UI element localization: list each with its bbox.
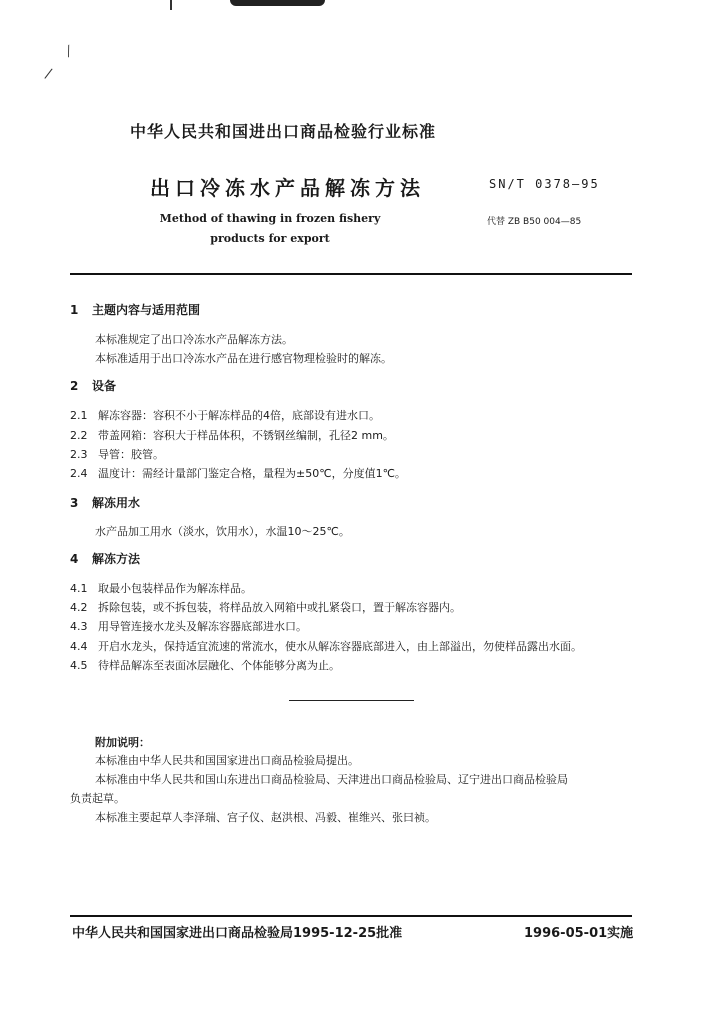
list-item bbox=[70, 580, 252, 596]
section-number: 3 bbox=[70, 496, 79, 510]
header-divider bbox=[70, 273, 632, 275]
item-number: 2.1 bbox=[70, 409, 88, 422]
item-number: 4.5 bbox=[70, 659, 88, 672]
item-text: 待样品解冻至表面冰层融化、个体能够分离为止。 bbox=[98, 659, 340, 672]
section-number: 1 bbox=[70, 303, 79, 317]
list-item bbox=[70, 638, 582, 654]
list-item bbox=[70, 657, 340, 673]
notes-heading: 附加说明： bbox=[95, 736, 150, 749]
item-text: 拆除包装，或不拆包装，将样品放入网箱中或扎紧袋口，置于解冻容器内。 bbox=[98, 601, 461, 614]
list-item bbox=[70, 599, 461, 615]
item-text: 带盖网箱：容积大于样品体积，不锈钢丝编制，孔径2 mm。 bbox=[98, 429, 394, 442]
notes-line: 本标准由中华人民共和国国家进出口商品检验局提出。 bbox=[95, 754, 359, 767]
item-text: 开启水龙头，保持适宜流速的常流水，使水从解冻容器底部进入，由上部溢出，勿使样品露出水面。 bbox=[98, 640, 582, 653]
list-item bbox=[70, 427, 394, 443]
item-text: 用导管连接水龙头及解冻容器底部进水口。 bbox=[98, 620, 307, 633]
item-number: 4.1 bbox=[70, 582, 88, 595]
section-title: 解冻方法 bbox=[92, 552, 141, 566]
section-title: 设备 bbox=[92, 379, 117, 393]
section-number: 4 bbox=[70, 552, 79, 566]
item-number: 2.3 bbox=[70, 448, 88, 461]
item-number: 4.2 bbox=[70, 601, 88, 614]
implementation-date: 1996-05-01实施 bbox=[524, 926, 634, 941]
footer-divider bbox=[70, 915, 632, 917]
section-number: 2 bbox=[70, 379, 79, 393]
section-title: 主题内容与适用范围 bbox=[92, 303, 201, 317]
item-number: 4.3 bbox=[70, 620, 88, 633]
english-title bbox=[150, 209, 390, 249]
end-of-text-rule bbox=[289, 700, 414, 701]
section-2-heading bbox=[70, 377, 116, 394]
item-text: 温度计：需经计量部门鉴定合格，量程为±50℃，分度值1℃。 bbox=[98, 467, 406, 480]
replaces-standard: 代替 ZB B50 004—85 bbox=[487, 217, 582, 227]
section-3-heading bbox=[70, 494, 140, 511]
document-title: 出口冷冻水产品解冻方法 bbox=[150, 176, 425, 200]
english-title-line1: Method of thawing in frozen fishery bbox=[159, 212, 381, 225]
section-1-heading bbox=[70, 301, 200, 318]
item-number: 4.4 bbox=[70, 640, 88, 653]
item-number: 2.2 bbox=[70, 429, 88, 442]
item-text: 解冻容器：容积不小于解冻样品的4倍，底部设有进水口。 bbox=[98, 409, 380, 422]
english-title-line2: products for export bbox=[210, 232, 330, 245]
section-1-paragraph: 本标准适用于出口冷冻水产品在进行感官物理检验时的解冻。 bbox=[95, 352, 392, 365]
scan-artifact-stroke: / bbox=[43, 65, 54, 83]
notes-line: 负责起草。 bbox=[70, 792, 125, 805]
item-text: 导管：胶管。 bbox=[98, 448, 164, 461]
standard-code: SN/T 0378—95 bbox=[489, 177, 600, 191]
item-number: 2.4 bbox=[70, 467, 88, 480]
scan-artifact-mark: ⁄ bbox=[64, 44, 75, 60]
list-item bbox=[70, 446, 164, 462]
list-item bbox=[70, 618, 307, 634]
item-text: 取最小包装样品作为解冻样品。 bbox=[98, 582, 252, 595]
list-item bbox=[70, 407, 380, 423]
scan-artifact-tick bbox=[170, 0, 172, 10]
section-1-paragraph: 本标准规定了出口冷冻水产品解冻方法。 bbox=[95, 333, 293, 346]
scan-artifact-top bbox=[230, 0, 325, 6]
notes-line: 本标准由中华人民共和国山东进出口商品检验局、天津进出口商品检验局、辽宁进出口商品检验局 bbox=[95, 773, 568, 786]
approval-statement: 中华人民共和国国家进出口商品检验局1995-12-25批准 bbox=[72, 926, 403, 941]
list-item bbox=[70, 465, 406, 481]
section-3-paragraph: 水产品加工用水（淡水，饮用水），水温10～25℃。 bbox=[95, 525, 350, 538]
notes-line: 本标准主要起草人李泽瑞、宫子仪、赵洪根、冯毅、崔维兴、张曰祯。 bbox=[95, 811, 436, 824]
section-title: 解冻用水 bbox=[92, 496, 141, 510]
section-4-heading bbox=[70, 550, 140, 567]
standard-category: 中华人民共和国进出口商品检验行业标准 bbox=[130, 122, 437, 141]
